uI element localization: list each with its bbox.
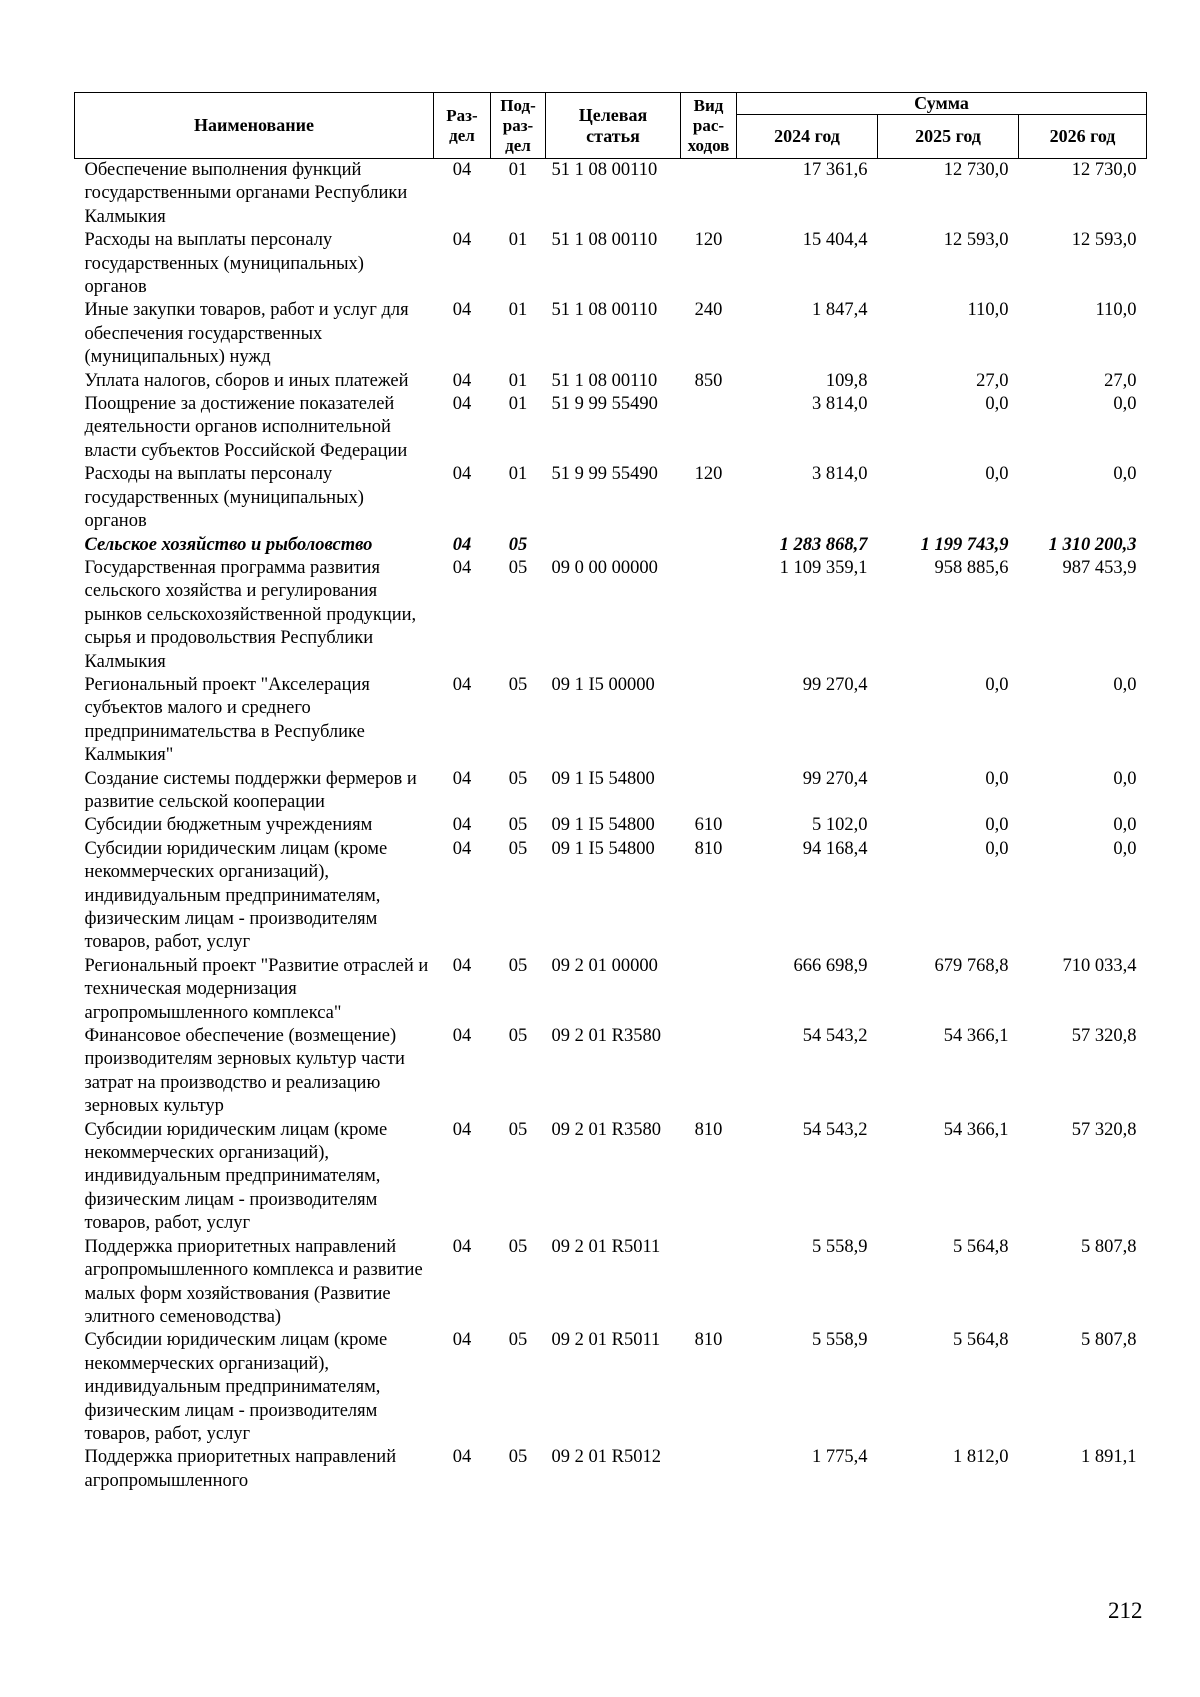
table-row (75, 463, 1147, 533)
cell-tselevaya-statya: 51 1 08 00110 (551, 160, 658, 180)
header-razdel (434, 93, 491, 159)
cell-razdel: 04 (452, 160, 472, 180)
cell-podrazdel: 05 (508, 1236, 528, 1257)
cell-name: Сельское хозяйство и рыболовство (84, 534, 373, 555)
cell-2025: 12 730,0 (943, 160, 1009, 180)
table-row (75, 229, 1147, 299)
cell-tselevaya-statya: 51 1 08 00110 (551, 230, 658, 251)
cell-razdel: 04 (452, 370, 472, 391)
cell-tselevaya-statya: 09 2 01 R5011 (551, 1236, 661, 1257)
header-tselevaya-statya (546, 93, 681, 159)
section-row (75, 534, 1147, 557)
table-row (75, 1446, 1147, 1493)
cell-2024: 15 404,4 (802, 230, 868, 251)
cell-2026: 0,0 (1113, 464, 1137, 485)
cell-name: Поддержка приоритетных направлений агропромышленного комплекса и развитие малых форм хозяйствования (Развитие элитного семеноводства) (84, 1236, 423, 1327)
cell-2025: 0,0 (985, 674, 1009, 695)
cell-vid-raskhodov (681, 534, 737, 557)
cell-podrazdel: 01 (508, 464, 528, 485)
cell-name: Поощрение за достижение показателей деятельности органов исполнительной власти субъектов Российской Федерации (84, 394, 408, 461)
cell-2025: 27,0 (976, 370, 1009, 391)
cell-tselevaya-statya: 51 1 08 00110 (551, 370, 658, 391)
cell-podrazdel: 05 (508, 534, 528, 555)
table-header (75, 93, 1147, 159)
cell-vid-raskhodov (681, 159, 737, 230)
table-row (75, 838, 1147, 955)
cell-2026: 110,0 (1095, 300, 1137, 321)
cell-2025: 54 366,1 (943, 1026, 1009, 1047)
cell-vid-raskhodov (681, 768, 737, 815)
table-row (75, 393, 1147, 463)
cell-vid-raskhodov (681, 393, 737, 463)
cell-2024: 99 270,4 (802, 768, 868, 789)
cell-name: Расходы на выплаты персоналу государственных (муниципальных) органов (84, 464, 364, 532)
cell-vid-raskhodov: 850 (694, 370, 723, 391)
cell-vid-raskhodov: 240 (694, 300, 723, 321)
cell-name: Субсидии юридическим лицам (кроме некоммерческих организаций), индивидуальным предпринимателям, физическим лицам - производителям товаров, работ, услуг (84, 838, 388, 953)
cell-vid-raskhodov: 610 (694, 815, 723, 836)
cell-podrazdel: 05 (508, 1119, 528, 1140)
table-row (75, 674, 1147, 768)
table-row (75, 768, 1147, 815)
cell-2024: 17 361,6 (802, 160, 868, 180)
cell-razdel: 04 (452, 557, 472, 578)
cell-podrazdel: 05 (508, 1447, 528, 1468)
cell-2025: 5 564,8 (953, 1330, 1009, 1351)
cell-2026: 57 320,8 (1071, 1119, 1137, 1140)
cell-name: Создание системы поддержки фермеров и развитие сельской кооперации (84, 768, 417, 812)
cell-name: Уплата налогов, сборов и иных платежей (84, 370, 409, 391)
cell-podrazdel: 05 (508, 815, 528, 836)
cell-2024: 3 814,0 (812, 464, 868, 485)
cell-2025: 5 564,8 (953, 1236, 1009, 1257)
cell-razdel: 04 (452, 464, 472, 485)
header-summa: Сумма (737, 93, 1147, 115)
cell-tselevaya-statya: 09 1 I5 54800 (551, 815, 655, 836)
cell-vid-raskhodov (681, 1446, 737, 1493)
cell-podrazdel: 01 (508, 230, 528, 251)
cell-podrazdel: 01 (508, 160, 528, 180)
cell-podrazdel: 05 (508, 955, 528, 976)
header-podrazdel-text: Под- раз- дел (500, 95, 536, 155)
cell-2026: 710 033,4 (1062, 955, 1137, 976)
cell-razdel: 04 (452, 838, 472, 859)
table-row (75, 955, 1147, 1025)
cell-2026: 27,0 (1104, 370, 1137, 391)
cell-razdel: 04 (452, 230, 472, 251)
cell-podrazdel: 05 (508, 768, 528, 789)
cell-2025: 958 885,6 (934, 557, 1009, 578)
cell-2024: 1 847,4 (812, 300, 868, 321)
cell-vid-raskhodov (681, 955, 737, 1025)
cell-2026: 12 730,0 (1071, 160, 1137, 180)
cell-2026: 12 593,0 (1071, 230, 1137, 251)
cell-name: Финансовое обеспечение (возмещение) производителям зерновых культур части затрат на производство и реализацию зерновых культур (84, 1026, 405, 1117)
cell-vid-raskhodov (681, 1236, 737, 1330)
cell-2025: 54 366,1 (943, 1119, 1009, 1140)
cell-tselevaya-statya: 09 2 01 R3580 (551, 1119, 661, 1140)
cell-2024: 3 814,0 (812, 394, 868, 415)
table-row (75, 557, 1147, 674)
cell-2024: 5 558,9 (812, 1330, 868, 1351)
cell-2024: 54 543,2 (802, 1119, 868, 1140)
cell-2025: 1 812,0 (953, 1447, 1009, 1468)
cell-podrazdel: 05 (508, 1330, 528, 1351)
cell-vid-raskhodov (681, 557, 737, 674)
cell-vid-raskhodov: 810 (694, 1330, 723, 1351)
cell-razdel: 04 (452, 768, 472, 789)
header-razdel-text: Раз- дел (446, 105, 478, 145)
table-row (75, 1329, 1147, 1446)
cell-razdel: 04 (452, 1236, 472, 1257)
cell-2024: 1 109 359,1 (779, 557, 868, 578)
cell-razdel: 04 (452, 955, 472, 976)
cell-tselevaya-statya: 51 1 08 00110 (551, 300, 658, 321)
cell-2026: 57 320,8 (1071, 1026, 1137, 1047)
cell-name: Субсидии юридическим лицам (кроме некоммерческих организаций), индивидуальным предпринимателям, физическим лицам - производителям товаров, работ, услуг (84, 1330, 388, 1444)
cell-2026: 1 891,1 (1081, 1447, 1137, 1468)
cell-2026: 5 807,8 (1081, 1330, 1137, 1351)
header-tselevaya-statya-text: Целевая статья (578, 104, 648, 146)
table-row (75, 1119, 1147, 1236)
header-podrazdel (491, 93, 546, 159)
cell-tselevaya-statya: 09 1 I5 54800 (551, 838, 655, 859)
cell-podrazdel: 01 (508, 370, 528, 391)
header-year-2025: 2025 год (878, 115, 1019, 159)
cell-2025: 0,0 (985, 768, 1009, 789)
cell-2026: 1 310 200,3 (1048, 534, 1137, 555)
cell-podrazdel: 05 (508, 838, 528, 859)
cell-2026: 0,0 (1113, 815, 1137, 836)
cell-tselevaya-statya: 51 9 99 55490 (551, 394, 658, 415)
cell-razdel: 04 (452, 815, 472, 836)
cell-tselevaya-statya: 09 2 01 R5011 (551, 1330, 661, 1351)
cell-tselevaya-statya: 09 2 01 R3580 (551, 1026, 661, 1047)
cell-tselevaya-statya (546, 534, 681, 557)
cell-2024: 1 283 868,7 (779, 534, 868, 555)
cell-2025: 12 593,0 (943, 230, 1009, 251)
cell-podrazdel: 05 (508, 557, 528, 578)
cell-razdel: 04 (452, 1447, 472, 1468)
table-row (75, 299, 1147, 369)
page-number: 212 (1108, 1598, 1143, 1623)
table-row (75, 814, 1147, 837)
cell-tselevaya-statya: 09 1 I5 00000 (551, 674, 655, 695)
cell-2025: 0,0 (985, 464, 1009, 485)
cell-2025: 679 768,8 (934, 955, 1009, 976)
budget-table-sheet (74, 92, 1146, 1493)
cell-2024: 94 168,4 (802, 838, 868, 859)
cell-name: Региональный проект "Развитие отраслей и техническая модернизация агропромышленного комплекса" (84, 955, 429, 1023)
cell-vid-raskhodov: 810 (694, 1119, 723, 1140)
cell-2025: 0,0 (985, 838, 1009, 859)
cell-razdel: 04 (452, 1026, 472, 1047)
table-row (75, 159, 1147, 230)
cell-name: Расходы на выплаты персоналу государственных (муниципальных) органов (84, 230, 364, 298)
cell-name: Субсидии юридическим лицам (кроме некоммерческих организаций), индивидуальным предпринимателям, физическим лицам - производителям товаров, работ, услуг (84, 1119, 388, 1234)
cell-2024: 1 775,4 (812, 1447, 868, 1468)
table-row (75, 1236, 1147, 1330)
cell-tselevaya-statya: 09 2 01 R5012 (551, 1447, 661, 1468)
cell-2026: 987 453,9 (1062, 557, 1137, 578)
cell-2026: 0,0 (1113, 768, 1137, 789)
cell-razdel: 04 (452, 1330, 472, 1351)
cell-vid-raskhodov: 120 (694, 464, 723, 485)
cell-razdel: 04 (452, 1119, 472, 1140)
cell-tselevaya-statya: 09 2 01 00000 (551, 955, 658, 976)
cell-2024: 5 102,0 (812, 815, 868, 836)
table-body (75, 159, 1147, 1494)
cell-podrazdel: 01 (508, 300, 528, 321)
cell-vid-raskhodov: 810 (694, 838, 723, 859)
cell-name: Государственная программа развития сельского хозяйства и регулирования рынков сельскохозяйственной продукции, сырья и продовольствия Республики Калмыкия (84, 557, 417, 672)
cell-2025: 0,0 (985, 394, 1009, 415)
header-name: Наименование (75, 93, 434, 159)
cell-2026: 0,0 (1113, 674, 1137, 695)
table-row (75, 370, 1147, 393)
cell-razdel: 04 (452, 674, 472, 695)
cell-name: Поддержка приоритетных направлений агропромышленного (84, 1447, 397, 1491)
cell-vid-raskhodov (681, 1025, 737, 1119)
cell-name: Обеспечение выполнения функций государственными органами Республики Калмыкия (84, 160, 408, 227)
header-vid-raskhodov (681, 93, 737, 159)
header-year-2026: 2026 год (1019, 115, 1147, 159)
cell-2024: 54 543,2 (802, 1026, 868, 1047)
cell-2024: 109,8 (825, 370, 868, 391)
table-row (75, 1025, 1147, 1119)
header-vid-raskhodov-text: Вид рас- ходов (687, 95, 730, 155)
cell-name: Субсидии бюджетным учреждениям (84, 815, 373, 836)
cell-podrazdel: 05 (508, 1026, 528, 1047)
cell-tselevaya-statya: 09 1 I5 54800 (551, 768, 655, 789)
cell-tselevaya-statya: 09 0 00 00000 (551, 557, 658, 578)
cell-vid-raskhodov: 120 (694, 230, 723, 251)
cell-2026: 5 807,8 (1081, 1236, 1137, 1257)
cell-razdel: 04 (452, 534, 472, 555)
cell-razdel: 04 (452, 394, 472, 415)
cell-2024: 666 698,9 (793, 955, 868, 976)
cell-name: Иные закупки товаров, работ и услуг для обеспечения государственных (муниципальных) нужд (84, 300, 409, 368)
cell-vid-raskhodov (681, 674, 737, 768)
cell-2026: 0,0 (1113, 394, 1137, 415)
cell-2025: 0,0 (985, 815, 1009, 836)
cell-2026: 0,0 (1113, 838, 1137, 859)
cell-razdel: 04 (452, 300, 472, 321)
header-year-2024: 2024 год (737, 115, 878, 159)
cell-2025: 1 199 743,9 (920, 534, 1009, 555)
cell-2024: 99 270,4 (802, 674, 868, 695)
cell-name: Региональный проект "Акселерация субъектов малого и среднего предпринимательства в Республике Калмыкия" (84, 674, 370, 766)
cell-tselevaya-statya: 51 9 99 55490 (551, 464, 658, 485)
budget-table (74, 92, 1147, 1493)
cell-2025: 110,0 (967, 300, 1009, 321)
cell-podrazdel: 01 (508, 394, 528, 415)
cell-2024: 5 558,9 (812, 1236, 868, 1257)
cell-podrazdel: 05 (508, 674, 528, 695)
